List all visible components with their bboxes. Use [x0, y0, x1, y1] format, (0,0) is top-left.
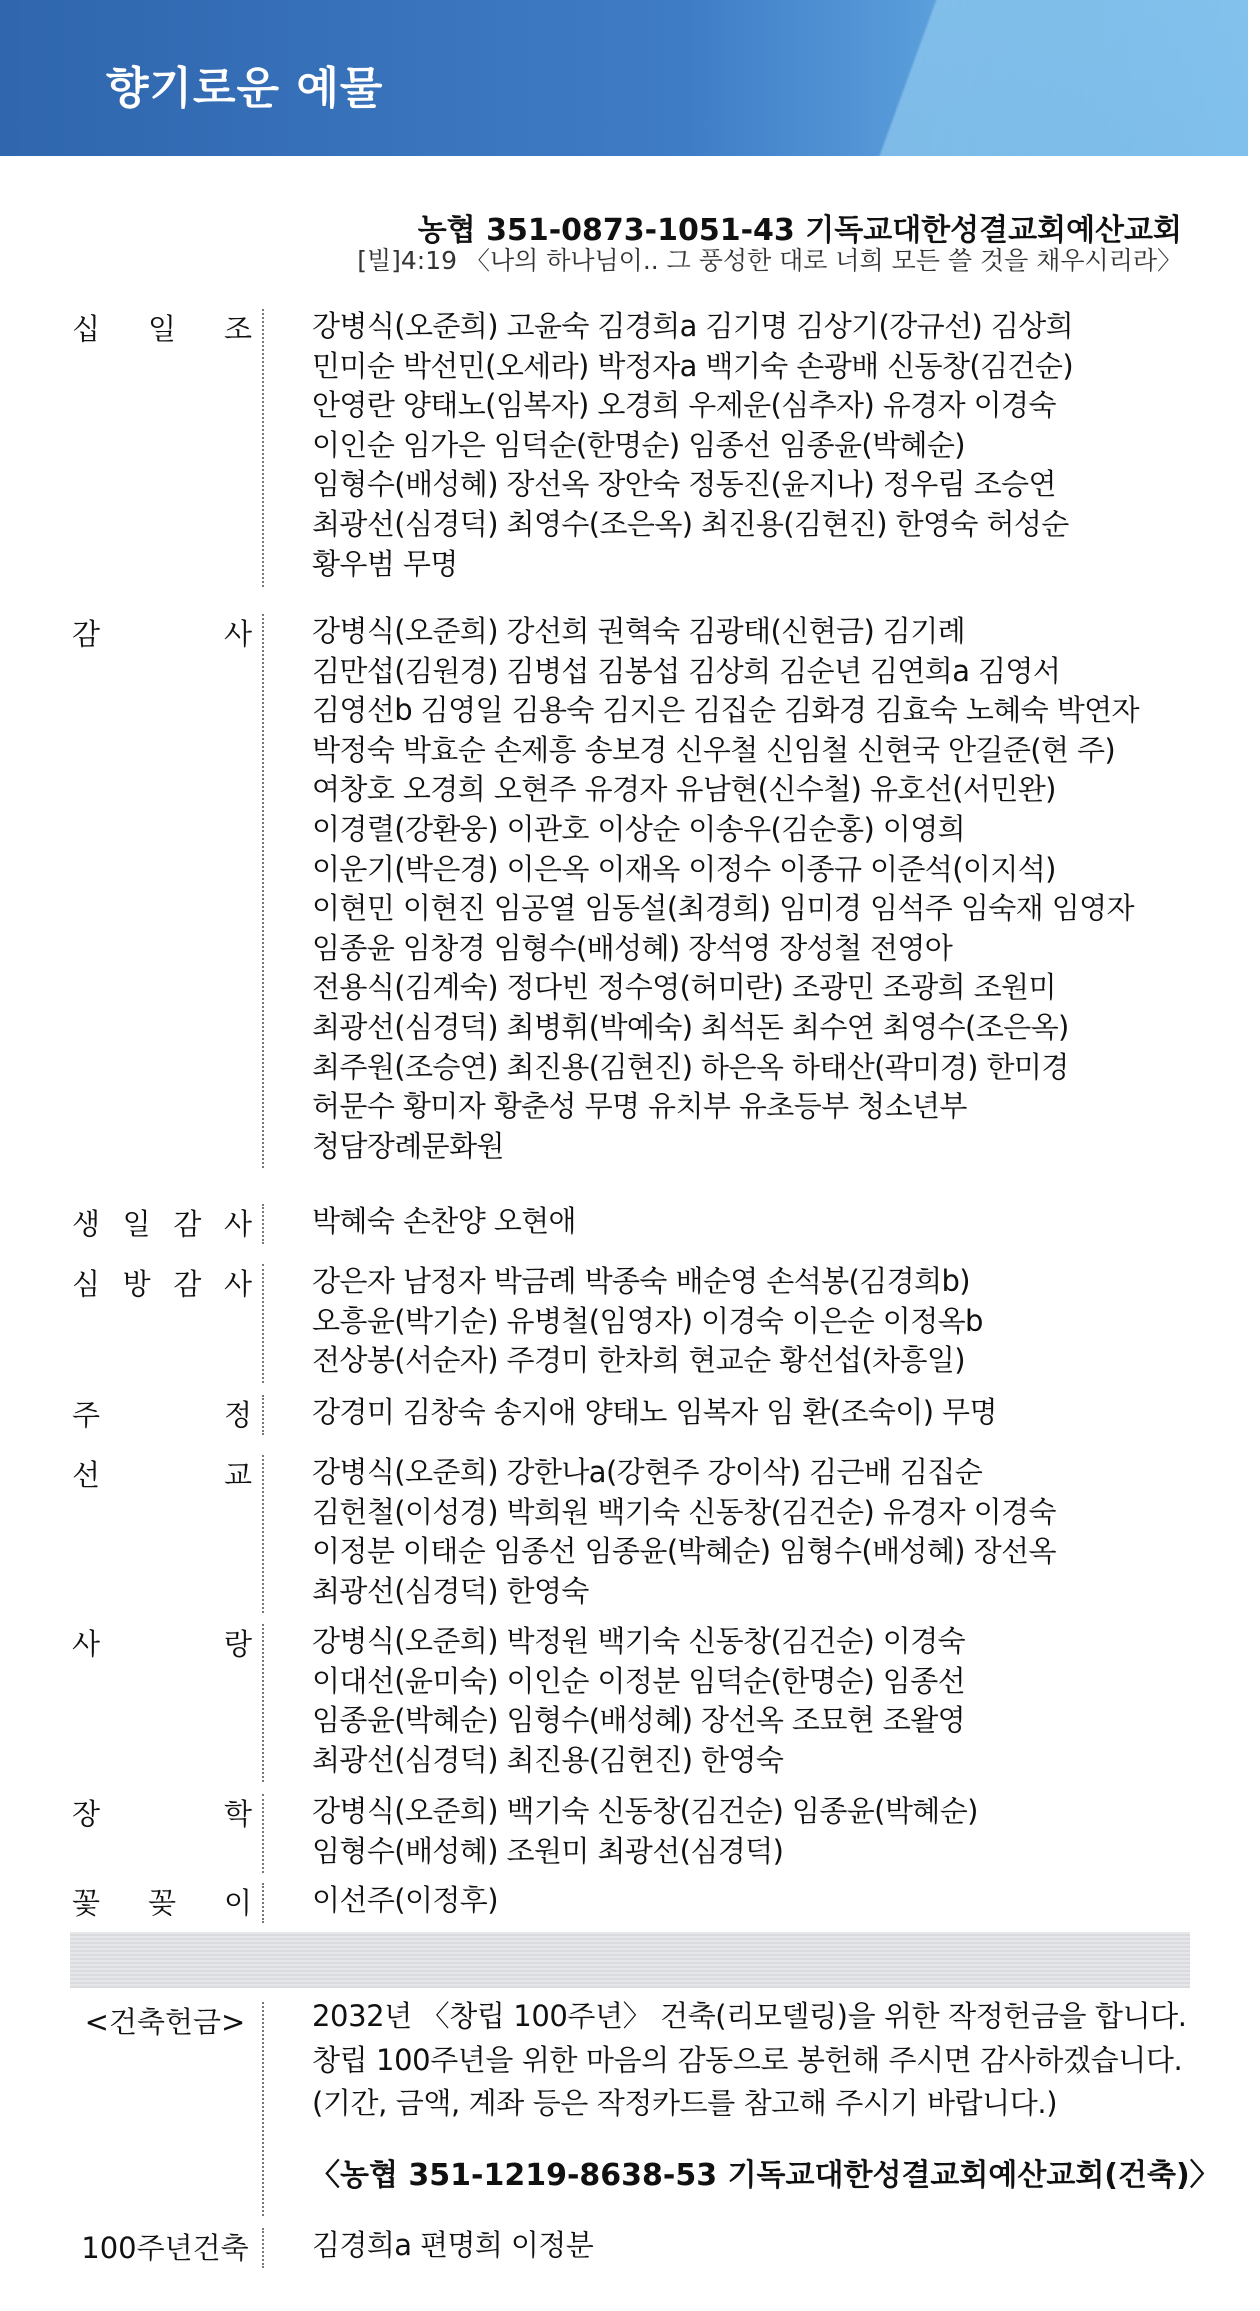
- section-label: 100주년건축: [81, 2231, 249, 2265]
- building-fund-account: 〈농협 351-1219-8638-53 기독교대한성결교회예산교회(건축)〉: [310, 2158, 1220, 2193]
- dotted-divider: [262, 1264, 264, 1383]
- label-char: 감: [173, 1267, 202, 1301]
- dotted-divider: [262, 1395, 264, 1435]
- label-char: 조: [223, 312, 252, 346]
- label-char: 감: [72, 617, 101, 651]
- label-char: 꽃: [72, 1886, 101, 1920]
- dotted-divider: [262, 1883, 264, 1923]
- section-label: [72, 612, 252, 653]
- label-char: 사: [223, 1207, 252, 1241]
- donor-names: 강병식(오준희) 백기숙 신동창(김건순) 임종윤(박혜순) 임형수(배성혜) 조원미 최광선(심경덕): [312, 1794, 978, 1868]
- section-label: [72, 1453, 252, 1494]
- label-char: 사: [72, 1627, 101, 1661]
- label-char: 십: [72, 312, 101, 346]
- label-char: 일: [122, 1207, 151, 1241]
- donor-names: 강은자 남정자 박금례 박종숙 배순영 손석봉(김경희b) 오흥윤(박기순) 유병철(임영자) 이경숙 이은순 이정옥b 전상봉(서순자) 주경미 한차희 현교순 황선섭(차흥일): [312, 1264, 983, 1378]
- label-char: 일: [147, 312, 176, 346]
- dotted-divider: [262, 1455, 264, 1613]
- label-char: 교: [223, 1458, 252, 1492]
- label-char: 심: [72, 1267, 101, 1301]
- label-char: 이: [223, 1886, 252, 1920]
- dotted-divider: [262, 309, 264, 587]
- section-label: [72, 1792, 252, 1833]
- label-char: 장: [72, 1797, 101, 1831]
- dotted-divider: [262, 1794, 264, 1873]
- dotted-divider: [262, 2002, 264, 2216]
- section-label: [72, 1622, 252, 1663]
- dotted-divider: [262, 1204, 264, 1244]
- separator-band: [70, 1932, 1190, 1988]
- donor-names: 강병식(오준희) 강한나a(강현주 강이삭) 김근배 김집순 김헌철(이성경) 박희원 백기숙 신동창(김건순) 유경자 이경숙 이정분 이태순 임종선 임종윤(박혜순) 임형수(배성혜) 장선옥 최광선(심경덕) 한영숙: [312, 1455, 1056, 1608]
- header-banner: [0, 0, 1248, 156]
- donor-names: 강병식(오준희) 박정원 백기숙 신동창(김건순) 이경숙 이대선(윤미숙) 이인순 이정분 임덕순(한명순) 임종선 임종윤(박혜순) 임형수(배성혜) 장선옥 조묘현 조왈영 최광선(심경덕) 최진용(김현진) 한영숙: [312, 1624, 966, 1777]
- section-label: <건축헌금>: [84, 2005, 246, 2039]
- label-char: 감: [173, 1207, 202, 1241]
- label-char: 주: [72, 1398, 101, 1432]
- donor-names: 강병식(오준희) 고윤숙 김경희a 김기명 김상기(강규선) 김상희 민미순 박선민(오세라) 박정자a 백기숙 손광배 신동창(김건순) 안영란 양태노(임복자) 오경희 우제운(심추자) 유경자 이경숙 이인순 임가은 임덕순(한명순) 임종선 임종윤(박혜순) 임형수(배성혜) 장선옥 장안숙 정동진(윤지나) 정우림 조승연 최광선(심경덕) 최영수(조은옥) 최진용(김현진) 한영숙 허성순 황우범 무명: [312, 309, 1074, 581]
- label-char: 선: [72, 1458, 101, 1492]
- label-char: 학: [223, 1797, 252, 1831]
- label-char: 사: [223, 617, 252, 651]
- donor-names: 박혜숙 손찬양 오현애: [312, 1204, 576, 1238]
- dotted-divider: [262, 1624, 264, 1782]
- donor-names: 강경미 김창숙 송지애 양태노 임복자 임 환(조숙이) 무명: [312, 1395, 997, 1429]
- offering-account: 농협 351-0873-1051-43 기독교대한성결교회예산교회: [417, 213, 1182, 248]
- banner-decoration: [688, 0, 1248, 156]
- donor-names: 이선주(이정후): [312, 1883, 498, 1917]
- section-label: [72, 307, 252, 348]
- donor-names: 강병식(오준희) 강선희 권혁숙 김광태(신현금) 김기례 김만섭(김원경) 김병섭 김봉섭 김상희 김순년 김연희a 김영서 김영선b 김영일 김용숙 김지은 김집순 김화경 김효숙 노혜숙 박연자 박정숙 박효순 손제흥 송보경 신우철 신임철 신현국 안길준(현 주) 여창호 오경희 오현주 유경자 유남현(신수철) 유호선(서민완) 이경렬(강환웅) 이관호 이상순 이송우(김순홍) 이영희 이운기(박은경) 이은옥 이재옥 이정수 이종규 이준석(이지석) 이현민 이현진 임공열 임동설(최경희) 임미경 임석주 임숙재 임영자 임종윤 임창경 임형수(배성혜) 장석영 장성철 전영아 전용식(김계숙) 정다빈 정수영(허미란) 조광민 조광희 조원미 최광선(심경덕) 최병휘(박예숙) 최석돈 최수연 최영수(조은옥) 최주원(조승연) 최진용(김현진) 하은옥 하태산(곽미경) 한미경 허문수 황미자 황춘성 무명 유치부 유초등부 청소년부 청담장례문화원: [312, 614, 1139, 1163]
- scripture-verse: [빌]4:19 〈나의 하나님이.. 그 풍성한 대로 너희 모든 쓸 것을 채우시리라〉: [357, 246, 1182, 275]
- label-char: 방: [122, 1267, 151, 1301]
- building-fund-notice: 2032년 〈창립 100주년〉 건축(리모델링)을 위한 작정헌금을 합니다. 창립 100주년을 위한 마음의 감동으로 봉헌해 주시면 감사하겠습니다. (기간, 금액, 계좌 등은 작정카드를 참고해 주시기 바랍니다.): [312, 1999, 1187, 2120]
- label-char: 꽂: [147, 1886, 176, 1920]
- section-label: [72, 1393, 252, 1434]
- section-label: [72, 1262, 252, 1303]
- label-char: 사: [223, 1267, 252, 1301]
- label-char: 랑: [223, 1627, 252, 1661]
- label-char: 정: [223, 1398, 252, 1432]
- page-title: 향기로운 예물: [106, 63, 384, 114]
- label-char: 생: [72, 1207, 101, 1241]
- section-label: [72, 1881, 252, 1922]
- donor-names: 김경희a 편명희 이정분: [312, 2228, 594, 2262]
- section-label: [72, 1202, 252, 1243]
- dotted-divider: [262, 2228, 264, 2268]
- dotted-divider: [262, 614, 264, 1168]
